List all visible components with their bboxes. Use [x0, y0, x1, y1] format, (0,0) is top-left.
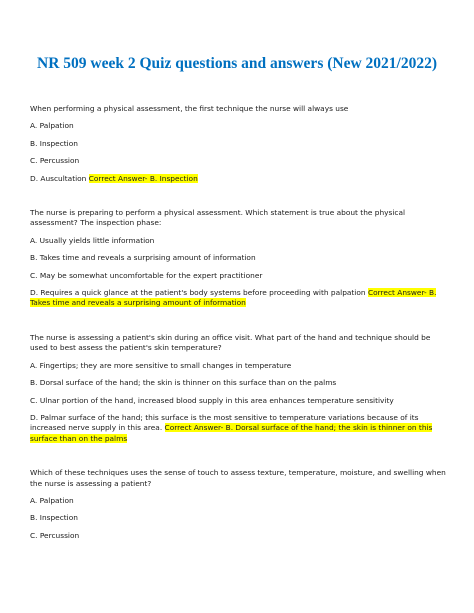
section-gap: [30, 316, 450, 333]
answer-option: C. Percussion: [30, 530, 80, 540]
answer-option-with-answer: [30, 288, 450, 309]
answer-option: C. May be somewhat uncomfortable for the expert practitioner: [30, 270, 263, 280]
section-gap: [30, 191, 450, 208]
answer-option: C. Ulnar portion of the hand, increased blood supply in this area enhances temperature sensitivity: [30, 395, 394, 405]
quiz-content: [30, 104, 450, 548]
correct-answer-highlight: Correct Answer- B. Dorsal surface of the hand; the skin is thinner on this surface than on the palms: [30, 423, 433, 443]
question-text: The nurse is assessing a patient's skin during an office visit. What part of the hand and technique should be used to best assess the patient's skin temperature?: [30, 332, 431, 353]
document-title: NR 509 week 2 Quiz questions and answers (New 2021/2022): [37, 55, 437, 72]
answer-option: B. Inspection: [30, 513, 78, 523]
correct-answer-highlight: Correct Answer- B. Takes time and reveals a surprising amount of information: [30, 288, 437, 308]
answer-option: A. Fingertips; they are more sensitive to small changes in temperature: [30, 360, 292, 370]
answer-option: D. Auscultation: [30, 173, 87, 183]
answer-option: D. Palmar surface of the hand; this surface is the most sensitive to temperature variations because of its increased nerve supply in this area.: [30, 412, 419, 433]
question-text: Which of these techniques uses the sense of touch to assess texture, temperature, moisture, and swelling when the nurse is assessing a patient?: [30, 468, 446, 488]
correct-answer-highlight: Correct Answer- B. Inspection: [88, 173, 198, 183]
answer-option: B. Takes time and reveals a surprising amount of information: [30, 253, 256, 263]
answer-option-with-answer: [30, 413, 450, 444]
answer-option: A. Palpation: [30, 495, 74, 505]
answer-option: A. Palpation: [30, 121, 74, 131]
question-text: The nurse is preparing to perform a physical assessment. Which statement is true about the physical assessment? The inspection phase:: [30, 208, 406, 228]
answer-option: B. Inspection: [30, 138, 78, 148]
section-gap: [30, 451, 450, 468]
answer-option-with-answer: [30, 174, 450, 184]
answer-option: B. Dorsal surface of the hand; the skin is thinner on this surface than on the palms: [30, 378, 337, 388]
answer-option: C. Percussion: [30, 156, 80, 166]
answer-option: D. Requires a quick glance at the patient's body systems before proceeding with palpation: [30, 288, 366, 298]
question-text: When performing a physical assessment, the first technique the nurse will always use: [30, 104, 349, 113]
answer-option: A. Usually yields little information: [30, 235, 155, 245]
